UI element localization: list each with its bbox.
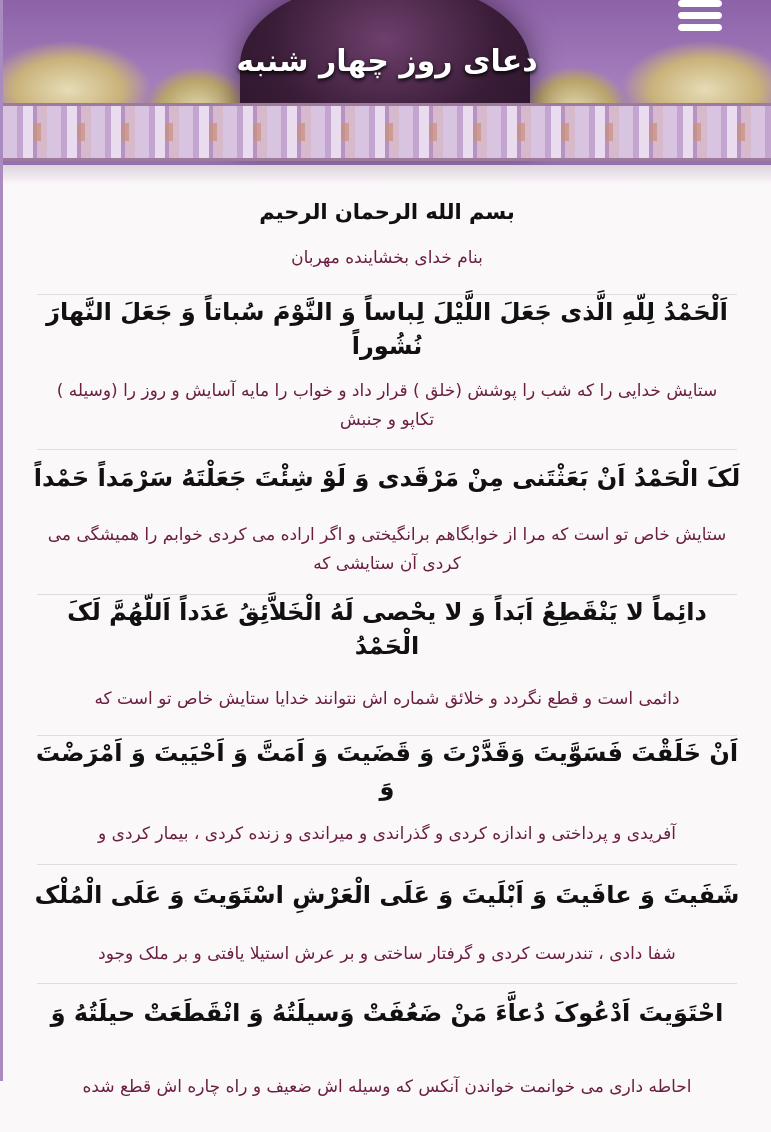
verse-arabic: اَلْحَمْدُ لِلّهِ الَّذی جَعَلَ اللَّیْلَ لِباساً وَ النَّوْمَ سُباتاً وَ جَعَلَ النَّهارَ نُشُوراً bbox=[46, 298, 728, 360]
verse-translation: ستایش خاص تو است که مرا از خوابگاهم برانگیختی و اگر اراده می کردی خوابم را همیشگی می کردی آن ستایشی که bbox=[47, 525, 727, 574]
verse-translation: دائمی است و قطع نگردد و خلائق شماره اش نتوانند خدایا ستایش خاص تو است که bbox=[94, 688, 680, 709]
verse-arabic: احْتَوَیتَ اَدْعُوکَ دُعاَّءَ مَنْ ضَعُفَتْ وَسیلَتُهُ وَ انْقَطَعَتْ حیلَتُهُ وَ bbox=[50, 999, 724, 1027]
verse-arabic: اَنْ خَلَقْتَ فَسَوَّیتَ وَقَدَّرْتَ وَ قَضَیتَ وَ اَمَتَّ وَ اَحْیَیتَ وَ اَمْرَضْتَ وَ bbox=[35, 739, 739, 801]
hamburger-menu-icon[interactable] bbox=[678, 0, 722, 34]
page-title: دعای روز چهار شنبه bbox=[236, 44, 538, 79]
verse-translation: شفا دادی ، تندرست کردی و گرفتار ساختی و بر عرش استیلا یافتی و بر ملک وجود bbox=[98, 943, 676, 964]
bismillah: بسم الله الرحمان الرحیم bbox=[259, 200, 515, 224]
verse-arabic: لَکَ الْحَمْدُ اَنْ بَعَثْتَنی مِنْ مَرْقَدی وَ لَوْ شِئْتَ جَعَلْتَهُ سَرْمَداً حَمْداً bbox=[33, 464, 741, 492]
verse-arabic: شَفَیتَ وَ عافَیتَ وَ اَبْلَیتَ وَ عَلَی الْعَرْشِ اسْتَوَیتَ وَ عَلَی الْمُلْک bbox=[34, 881, 740, 909]
verse-arabic: دائِماً لا یَنْقَطِعُ اَبَداً وَ لا یحْصی لَهُ الْخَلاَّئِقُ عَدَداً اَللّهُمَّ لَکَ الْحَمْدُ bbox=[67, 598, 707, 660]
bismillah-translation: بنام خدای بخشاینده مهربان bbox=[291, 248, 483, 268]
verse-translation: احاطه داری می خوانمت خواندن آنکس که وسیله اش ضعیف و راه چاره اش قطع شده bbox=[82, 1076, 692, 1097]
verse-translation: ستایش خدایی را که شب را پوشش (خلق ) قرار داد و خواب را مایه آسایش و روز را (وسیله ) تکاپو و جنبش bbox=[56, 381, 718, 430]
verse-translation: آفریدی و پرداختی و اندازه کردی و گذراندی و میراندی و زنده کردی ، بیمار کردی و bbox=[98, 823, 676, 844]
header-band-pattern bbox=[3, 123, 771, 141]
header-shadow bbox=[3, 165, 771, 185]
decorative-header bbox=[3, 0, 771, 165]
prayer-content bbox=[3, 190, 771, 1132]
